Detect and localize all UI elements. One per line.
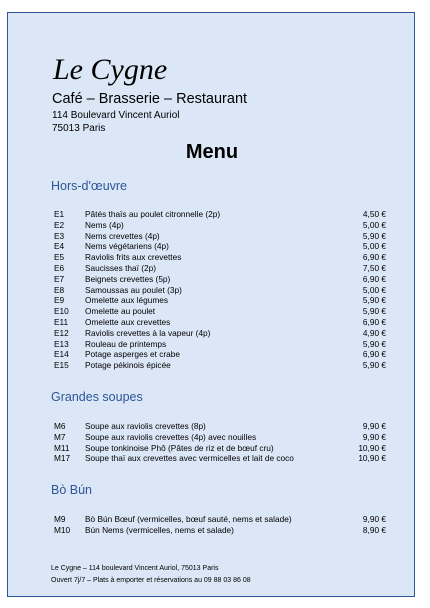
item-price: 9,90 € bbox=[362, 431, 386, 442]
menu-item bbox=[54, 432, 386, 443]
item-name: Soupe thaï aux crevettes avec vermicelles et lait de coco bbox=[85, 453, 294, 464]
item-name: Beignets crevettes (5p) bbox=[85, 273, 171, 284]
item-price: 6,90 € bbox=[362, 349, 386, 360]
menu-item bbox=[54, 263, 386, 274]
item-name: Raviolis frits aux crevettes bbox=[85, 252, 182, 263]
item-name: Soupe aux raviolis crevettes (8p) bbox=[85, 421, 206, 431]
item-price: 9,90 € bbox=[362, 421, 386, 431]
section-title-grandes-soupes: Grandes soupes bbox=[51, 390, 143, 404]
item-name: Nems crevettes (4p) bbox=[85, 230, 160, 241]
menu-page bbox=[7, 12, 415, 597]
menu-item bbox=[54, 339, 386, 350]
menu-item bbox=[54, 306, 386, 317]
item-code: E2 bbox=[54, 219, 65, 230]
item-price: 4,90 € bbox=[362, 327, 386, 338]
item-code: E12 bbox=[54, 327, 69, 338]
menu-item bbox=[54, 421, 386, 432]
item-price: 4,50 € bbox=[362, 209, 386, 219]
item-name: Raviolis crevettes à la vapeur (4p) bbox=[85, 327, 211, 338]
item-price: 6,90 € bbox=[362, 273, 386, 284]
item-name: Saucisses thaï (2p) bbox=[85, 262, 157, 273]
item-name: Potage asperges et crabe bbox=[85, 349, 181, 360]
item-name: Omelette au poulet bbox=[85, 306, 156, 317]
item-price: 5,00 € bbox=[362, 241, 386, 252]
item-code: E7 bbox=[54, 273, 65, 284]
restaurant-tagline: Café – Brasserie – Restaurant bbox=[52, 91, 248, 107]
item-price: 7,50 € bbox=[362, 262, 386, 273]
item-name: Bún Nems (vermicelles, nems et salade) bbox=[85, 524, 234, 535]
menu-item bbox=[54, 360, 386, 371]
item-price: 6,90 € bbox=[362, 252, 386, 263]
menu-item bbox=[54, 349, 386, 360]
menu-item bbox=[54, 317, 386, 328]
item-name: Nems végétariens (4p) bbox=[85, 241, 169, 252]
item-name: Soupe aux raviolis crevettes (4p) avec nouilles bbox=[85, 431, 257, 442]
item-code: E5 bbox=[54, 252, 65, 263]
item-code: M6 bbox=[54, 421, 66, 431]
item-price: 8,90 € bbox=[362, 524, 386, 535]
menu-item bbox=[54, 231, 386, 242]
menu-item bbox=[54, 285, 386, 296]
menu-item bbox=[54, 252, 386, 263]
section-items-bo-bun bbox=[54, 514, 386, 536]
item-code: M17 bbox=[54, 453, 71, 464]
item-price: 10,90 € bbox=[358, 453, 386, 464]
item-code: E15 bbox=[54, 360, 69, 371]
item-price: 5,90 € bbox=[362, 306, 386, 317]
item-code: E13 bbox=[54, 338, 69, 349]
item-price: 5,00 € bbox=[362, 284, 386, 295]
item-name: Omelette aux crevettes bbox=[85, 316, 171, 327]
item-name: Omelette aux légumes bbox=[85, 295, 169, 306]
menu-title: Menu bbox=[185, 141, 239, 163]
item-code: E6 bbox=[54, 262, 65, 273]
footer-address: Le Cygne – 114 boulevard Vincent Auriol, 75013 Paris bbox=[51, 565, 219, 572]
section-title-hors-doeuvre: Hors-d'œuvre bbox=[51, 179, 128, 193]
item-price: 6,90 € bbox=[362, 316, 386, 327]
footer-opening-hours: Ouvert 7j/7 – Plats à emporter et réservations au 09 88 03 86 08 bbox=[51, 577, 251, 584]
item-code: M10 bbox=[54, 524, 71, 535]
menu-item bbox=[54, 274, 386, 285]
section-title-bo-bun: Bò Bún bbox=[51, 483, 93, 497]
menu-item bbox=[54, 514, 386, 525]
item-price: 5,90 € bbox=[362, 230, 386, 241]
item-code: M7 bbox=[54, 431, 66, 442]
restaurant-logo: Le Cygne bbox=[53, 53, 168, 86]
item-name: Soupe tonkinoise Phô (Pâtes de riz et de bœuf cru) bbox=[85, 442, 274, 453]
menu-item bbox=[54, 209, 386, 220]
menu-item bbox=[54, 220, 386, 231]
item-price: 5,00 € bbox=[362, 219, 386, 230]
item-name: Samoussas au poulet (3p) bbox=[85, 284, 182, 295]
item-code: M11 bbox=[54, 442, 70, 453]
item-code: M9 bbox=[54, 514, 66, 524]
item-code: E14 bbox=[54, 349, 69, 360]
section-items-grandes-soupes bbox=[54, 421, 386, 464]
item-name: Potage pékinois épicée bbox=[85, 360, 171, 371]
item-code: E4 bbox=[54, 241, 65, 252]
menu-item bbox=[54, 453, 386, 464]
menu-item bbox=[54, 295, 386, 306]
item-code: E3 bbox=[54, 230, 65, 241]
item-code: E1 bbox=[54, 209, 65, 219]
section-items-hors-doeuvre bbox=[54, 209, 386, 371]
address-street: 114 Boulevard Vincent Auriol bbox=[52, 110, 180, 121]
item-price: 10,90 € bbox=[358, 442, 386, 453]
item-name: Pâtés thaïs au poulet citronnelle (2p) bbox=[85, 209, 221, 219]
menu-item bbox=[54, 241, 386, 252]
menu-item bbox=[54, 443, 386, 454]
item-name: Nems (4p) bbox=[85, 219, 124, 230]
item-code: E11 bbox=[54, 316, 69, 327]
item-code: E8 bbox=[54, 284, 65, 295]
item-price: 5,90 € bbox=[362, 338, 386, 349]
item-code: E10 bbox=[54, 306, 69, 317]
item-price: 9,90 € bbox=[362, 514, 386, 524]
item-code: E9 bbox=[54, 295, 65, 306]
menu-item bbox=[54, 328, 386, 339]
item-name: Bò Bún Bœuf (vermicelles, bœuf sauté, nems et salade) bbox=[85, 514, 292, 524]
address-city: 75013 Paris bbox=[52, 123, 106, 134]
menu-item bbox=[54, 525, 386, 536]
item-price: 5,90 € bbox=[362, 360, 386, 371]
item-price: 5,90 € bbox=[362, 295, 386, 306]
item-name: Rouleau de printemps bbox=[85, 338, 167, 349]
